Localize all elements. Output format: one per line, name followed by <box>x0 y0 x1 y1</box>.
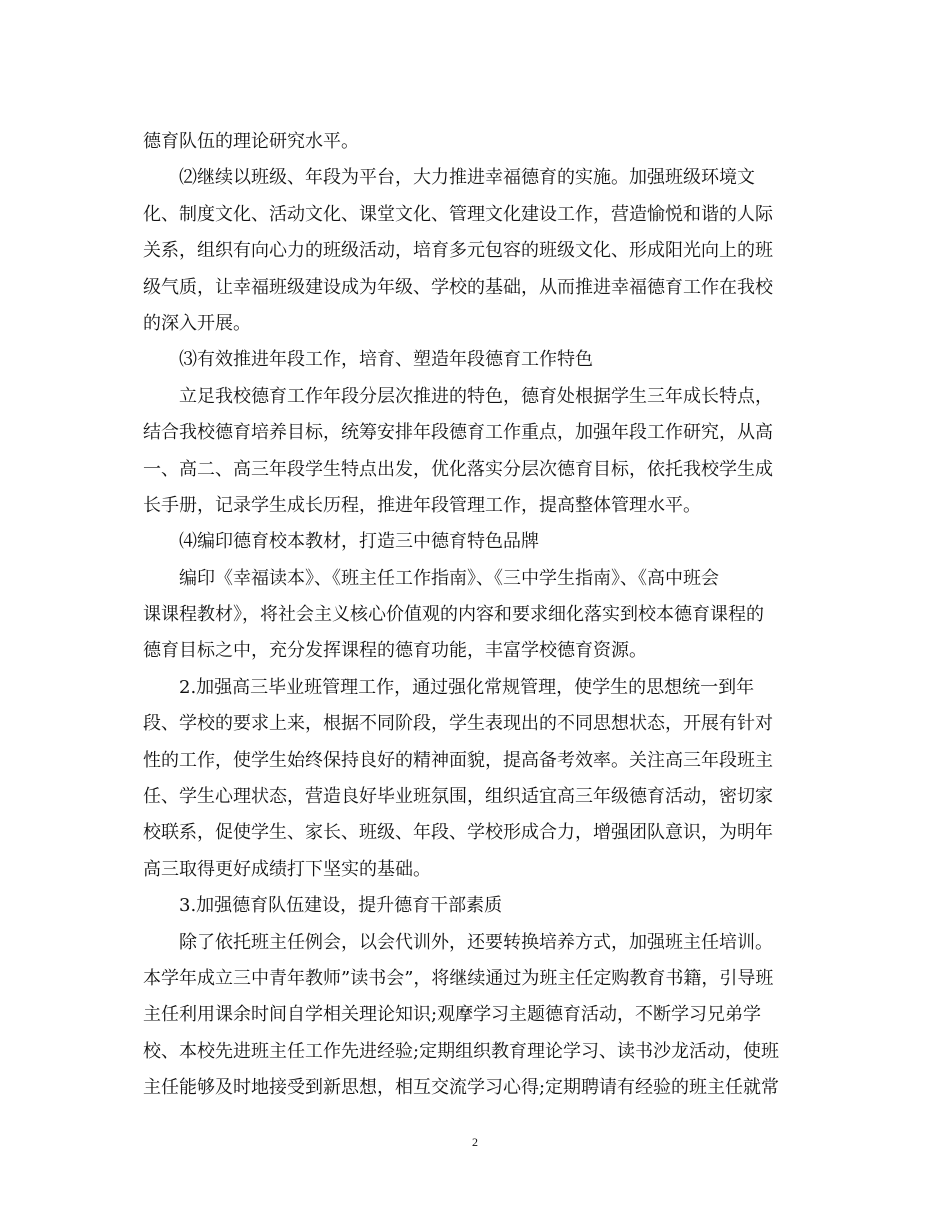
text-line: 结合我校德育培养目标，统筹安排年段德育工作重点，加强年段工作研究，从高 <box>143 422 773 444</box>
text-line: 的深入开展。 <box>143 312 251 334</box>
text-line: 3.加强德育队伍建设，提升德育干部素质 <box>179 895 503 917</box>
text-line: 除了依托班主任例会，以会代训外，还要转换培养方式，加强班主任培训。 <box>179 931 773 953</box>
text-line: 编印《幸福读本》、《班主任工作指南》、《三中学生指南》、《高中班会 <box>179 567 719 589</box>
text-line: 主任利用课余时间自学相关理论知识;观摩学习主题德育活动，不断学习兄弟学 <box>143 1004 762 1026</box>
text-line: ⑶有效推进年段工作，培育、塑造年段德育工作特色 <box>179 349 593 371</box>
text-line: 德育队伍的理论研究水平。 <box>143 131 359 152</box>
text-line: 主任能够及时地接受到新思想，相互交流学习心得;定期聘请有经验的班主任就常 <box>143 1077 780 1099</box>
page-number: 2 <box>472 1135 478 1149</box>
text-line: 级气质，让幸福班级建设成为年级、学校的基础，从而推进幸福德育工作在我校 <box>143 276 773 298</box>
text-line: 性的工作，使学生始终保持良好的精神面貌，提高备考效率。关注高三年段班主 <box>143 749 773 771</box>
text-line: 关系，组织有向心力的班级活动，培育多元包容的班级文化、形成阳光向上的班 <box>143 240 773 262</box>
text-line: 高三取得更好成绩打下坚实的基础。 <box>143 858 431 880</box>
text-line: 一、高二、高三年段学生特点出发，优化落实分层次德育目标，依托我校学生成 <box>143 458 773 480</box>
document-body <box>143 124 808 1107</box>
text-line: 校、本校先进班主任工作先进经验;定期组织教育理论学习、读书沙龙活动，使班 <box>143 1040 780 1062</box>
text-line: ⑷编印德育校本教材，打造三中德育特色品牌 <box>179 531 539 553</box>
text-line: 校联系，促使学生、家长、班级、年段、学校形成合力，增强团队意识，为明年 <box>143 822 773 844</box>
text-line: 立足我校德育工作年段分层次推进的特色，德育处根据学生三年成长特点， <box>179 385 773 407</box>
text-line: 任、学生心理状态，营造良好毕业班氛围，组织适宜高三年级德育活动，密切家 <box>143 786 773 808</box>
text-line: 德育目标之中，充分发挥课程的德育功能，丰富学校德育资源。 <box>143 640 647 662</box>
text-line: 化、制度文化、活动文化、课堂文化、管理文化建设工作，营造愉悦和谐的人际 <box>143 203 773 225</box>
text-line: 本学年成立三中青年教师”读书会”，将继续通过为班主任定购教育书籍，引导班 <box>143 967 774 989</box>
text-line: 2.加强高三毕业班管理工作，通过强化常规管理，使学生的思想统一到年 <box>179 676 755 698</box>
text-line: 课课程教材》，将社会主义核心价值观的内容和要求细化落实到校本德育课程的 <box>143 604 764 626</box>
text-line: ⑵继续以班级、年段为平台，大力推进幸福德育的实施。加强班级环境文 <box>179 167 755 189</box>
text-line: 段、学校的要求上来，根据不同阶段，学生表现出的不同思想状态，开展有针对 <box>143 713 773 735</box>
text-line: 长手册，记录学生成长历程，推进年段管理工作，提高整体管理水平。 <box>143 494 701 516</box>
